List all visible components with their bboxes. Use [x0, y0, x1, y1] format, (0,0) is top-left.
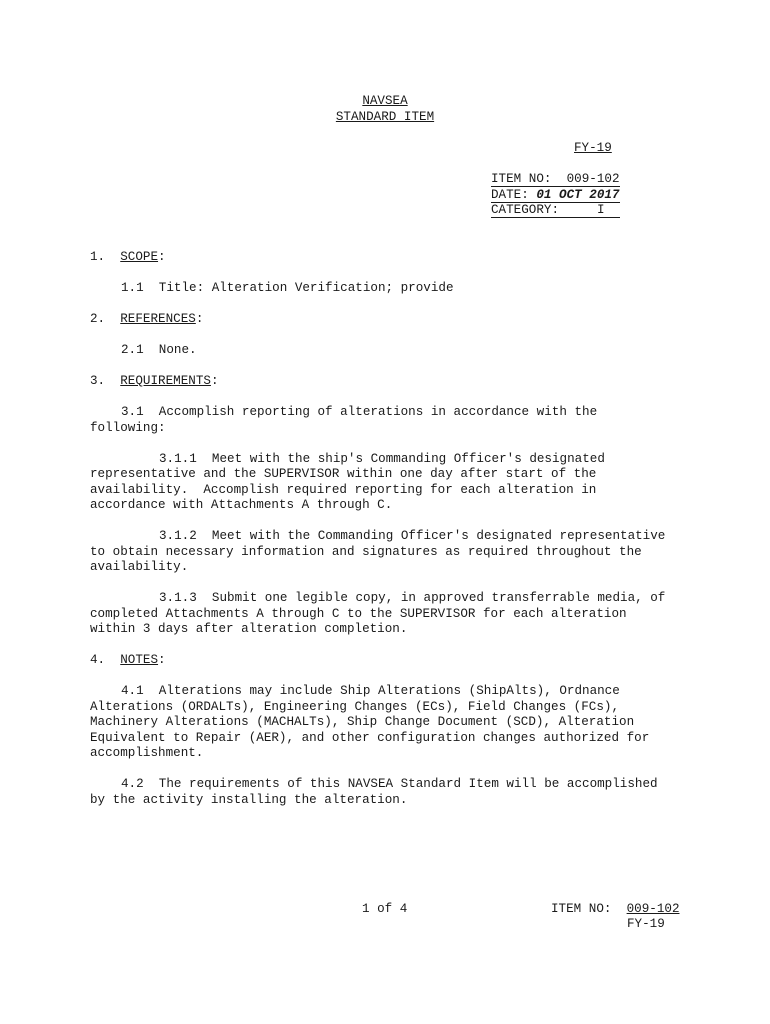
paragraph-4-2-line: by the activity installing the alteration. — [90, 793, 408, 807]
item-no-value: 009-102 — [566, 172, 620, 186]
section-3-title: REQUIREMENTS — [120, 374, 211, 388]
paragraph-3-1-3-line: completed Attachments A through C to the SUPERVISOR for each alteration — [90, 607, 627, 621]
date-label: DATE: — [491, 188, 529, 202]
paragraph-3-1-3-line: within 3 days after alteration completion. — [90, 622, 408, 636]
section-2-title: REFERENCES — [120, 312, 196, 326]
header-fiscal-year: FY-19 — [574, 141, 612, 155]
section-4-title: NOTES — [120, 653, 159, 667]
page-number: 1 of 4 — [362, 902, 408, 916]
paragraph-3-1-line: following: — [90, 421, 166, 435]
paragraph-4-1-line: Machinery Alterations (MACHALTs), Ship Change Document (SCD), Alteration — [90, 715, 635, 729]
paragraph-3-1-2-line: 3.1.2 Meet with the Commanding Officer's designated representative — [159, 529, 666, 543]
paragraph-4-1-line: 4.1 Alterations may include Ship Alterations (ShipAlts), Ordnance — [121, 684, 620, 698]
item-no-underline — [491, 186, 620, 187]
section-2-heading: 2. REFERENCES: — [90, 312, 204, 326]
paragraph-4-1-line: accomplishment. — [90, 746, 204, 760]
paragraph-3-1-3-line: 3.1.3 Submit one legible copy, in approved transferrable media, of — [159, 591, 666, 605]
footer-item-no-value: 009-102 — [626, 902, 680, 916]
paragraph-3-1-line: 3.1 Accomplish reporting of alterations in accordance with the — [121, 405, 598, 419]
paragraph-4-1-line: Equivalent to Repair (AER), and other configuration changes authorized for — [90, 731, 650, 745]
org-title: NAVSEA — [362, 94, 408, 108]
category-underline — [491, 217, 620, 218]
paragraph-3-1-1-line: 3.1.1 Meet with the ship's Commanding Officer's designated — [159, 452, 605, 466]
paragraph-3-1-2-line: to obtain necessary information and signatures as required throughout the — [90, 545, 642, 559]
paragraph-4-1-line: Alterations (ORDALTs), Engineering Changes (ECs), Field Changes (FCs), — [90, 700, 620, 714]
paragraph-1-1: 1.1 Title: Alteration Verification; provide — [121, 281, 454, 295]
footer-item-no-label: ITEM NO: — [551, 902, 612, 916]
paragraph-4-2-line: 4.2 The requirements of this NAVSEA Standard Item will be accomplished — [121, 777, 658, 791]
footer-item-no — [551, 902, 680, 918]
section-1-title: SCOPE — [120, 250, 159, 264]
footer-fiscal-year: FY-19 — [627, 917, 665, 931]
date-value: 01 OCT 2017 — [536, 188, 620, 202]
item-no-label: ITEM NO: — [491, 172, 552, 186]
paragraph-3-1-1-line: accordance with Attachments A through C. — [90, 498, 393, 512]
section-3-heading: 3. REQUIREMENTS: — [90, 374, 219, 388]
paragraph-3-1-2-line: availability. — [90, 560, 189, 574]
paragraph-2-1: 2.1 None. — [121, 343, 197, 357]
category-value: I — [597, 203, 605, 217]
section-1-heading: 1. SCOPE: — [90, 250, 166, 264]
doc-type-title: STANDARD ITEM — [335, 110, 435, 124]
paragraph-3-1-1-line: availability. Accomplish required reporting for each alteration in — [90, 483, 597, 497]
section-4-heading: 4. NOTES: — [90, 653, 166, 667]
category-label: CATEGORY: — [491, 203, 560, 217]
paragraph-3-1-1-line: representative and the SUPERVISOR within one day after start of the — [90, 467, 597, 481]
